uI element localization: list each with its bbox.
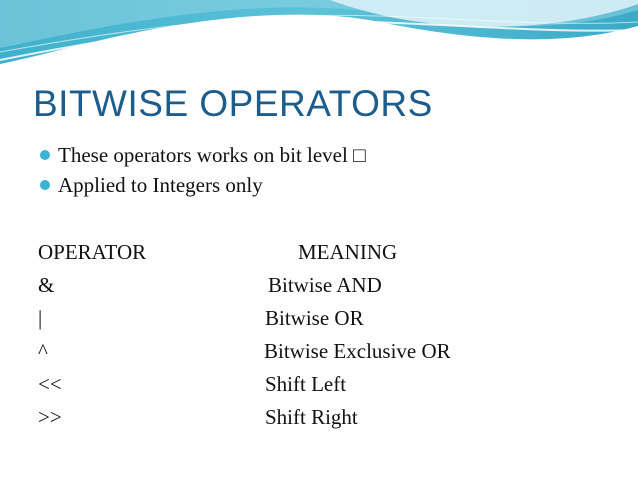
meaning-cell: Shift Right xyxy=(265,405,358,429)
bullet-dot-icon xyxy=(40,150,50,160)
bullet-text: Applied to Integers only xyxy=(58,173,263,197)
meaning-cell: Shift Left xyxy=(265,372,347,396)
bullet-item xyxy=(40,170,366,200)
meaning-cell: Bitwise AND xyxy=(268,273,382,297)
operator-cell: ^ xyxy=(38,339,48,363)
bullet-item xyxy=(40,140,366,170)
bullet-text: These operators works on bit level □ xyxy=(58,143,366,167)
operator-cell: | xyxy=(38,306,43,330)
bullet-dot-icon xyxy=(40,180,50,190)
meaning-cell: Bitwise OR xyxy=(265,306,364,330)
operator-cell: >> xyxy=(38,405,62,429)
meaning-cell: Bitwise Exclusive OR xyxy=(264,339,451,363)
operator-cell: & xyxy=(38,273,55,297)
meaning-column-header: MEANING xyxy=(298,240,398,264)
header-wave-decoration xyxy=(0,0,638,70)
operator-column-header: OPERATOR xyxy=(38,240,147,264)
operator-cell: << xyxy=(38,372,62,396)
bullet-list xyxy=(40,140,366,200)
slide-title: BITWISE OPERATORS xyxy=(33,83,433,124)
